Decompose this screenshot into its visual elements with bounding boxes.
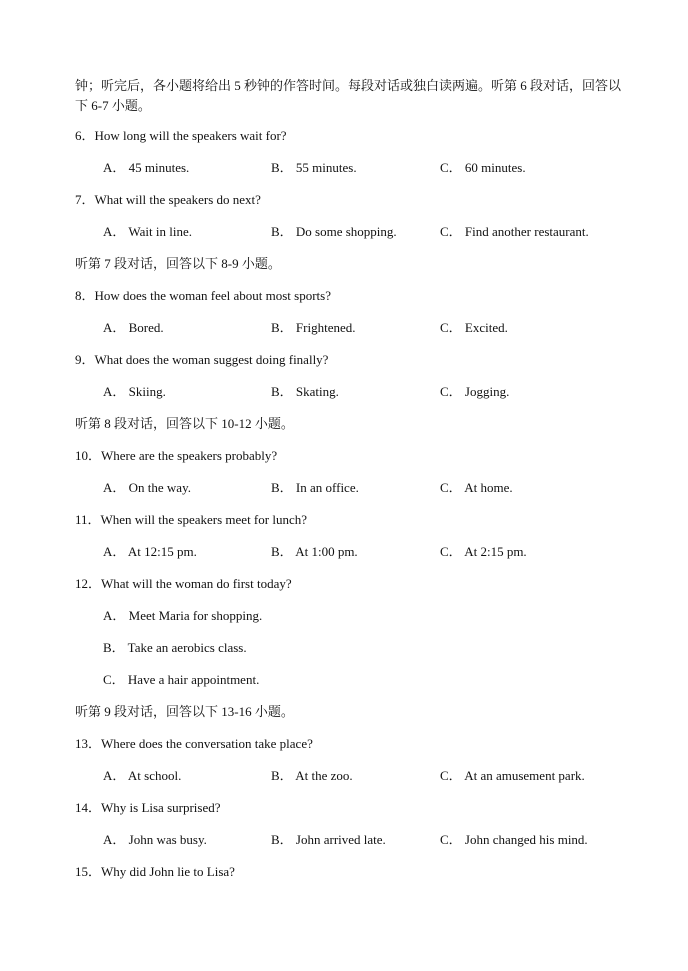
section-9-heading: 听第 9 段对话，回答以下 13-16 小题。 <box>75 704 294 719</box>
question-9-stem: 9．What does the woman suggest doing finally? <box>75 352 329 367</box>
q12-option-b: B． Take an aerobics class. <box>103 640 247 655</box>
q9-option-a: A． Skiing. <box>103 384 166 399</box>
question-13-options <box>103 766 628 786</box>
question-14-options <box>103 830 628 850</box>
question-11-stem: 11．When will the speakers meet for lunch? <box>75 512 307 527</box>
q9-option-c: C． Jogging. <box>440 384 510 399</box>
q6-option-a: A． 45 minutes. <box>103 160 190 175</box>
question-8-stem: 8．How does the woman feel about most sports? <box>75 288 331 303</box>
q8-option-b: B． Frightened. <box>271 320 356 335</box>
q10-option-a: A． On the way. <box>103 480 191 495</box>
question-13-stem: 13．Where does the conversation take place? <box>75 736 313 751</box>
section-7-heading: 听第 7 段对话，回答以下 8-9 小题。 <box>75 256 281 271</box>
question-10-stem: 10．Where are the speakers probably? <box>75 448 278 463</box>
q7-option-b: B． Do some shopping. <box>271 224 397 239</box>
question-11-options <box>103 542 628 562</box>
section-8-heading: 听第 8 段对话，回答以下 10-12 小题。 <box>75 416 294 431</box>
q6-option-b: B． 55 minutes. <box>271 160 357 175</box>
q11-option-a: A． At 12:15 pm. <box>103 544 197 559</box>
q7-option-a: A． Wait in line. <box>103 224 192 239</box>
q10-option-c: C． At home. <box>440 480 513 495</box>
question-6-options <box>103 158 628 178</box>
q13-option-b: B． At the zoo. <box>271 768 353 783</box>
q14-option-b: B． John arrived late. <box>271 832 386 847</box>
question-7-stem: 7．What will the speakers do next? <box>75 192 261 207</box>
question-10-options <box>103 478 628 498</box>
q13-option-a: A． At school. <box>103 768 182 783</box>
question-9-options <box>103 382 628 402</box>
question-15-stem: 15．Why did John lie to Lisa? <box>75 864 235 879</box>
q9-option-b: B． Skating. <box>271 384 339 399</box>
q12-option-a: A． Meet Maria for shopping. <box>103 608 263 623</box>
q8-option-c: C． Excited. <box>440 320 508 335</box>
question-12-stem: 12．What will the woman do first today? <box>75 576 292 591</box>
question-7-options <box>103 222 628 242</box>
q11-option-c: C． At 2:15 pm. <box>440 544 527 559</box>
intro-paragraph: 钟；听完后，各小题将给出 5 秒钟的作答时间。每段对话或独白读两遍。听第 6 段对话，回答以下 6-7 小题。 <box>75 78 622 113</box>
q12-option-c: C． Have a hair appointment. <box>103 672 260 687</box>
q7-option-c: C． Find another restaurant. <box>440 224 589 239</box>
q11-option-b: B． At 1:00 pm. <box>271 544 358 559</box>
q6-option-c: C． 60 minutes. <box>440 160 526 175</box>
question-6-stem: 6．How long will the speakers wait for? <box>75 128 287 143</box>
q14-option-c: C． John changed his mind. <box>440 832 588 847</box>
question-14-stem: 14．Why is Lisa surprised? <box>75 800 221 815</box>
q10-option-b: B． In an office. <box>271 480 359 495</box>
q14-option-a: A． John was busy. <box>103 832 207 847</box>
question-8-options <box>103 318 628 338</box>
q13-option-c: C． At an amusement park. <box>440 768 585 783</box>
q8-option-a: A． Bored. <box>103 320 164 335</box>
